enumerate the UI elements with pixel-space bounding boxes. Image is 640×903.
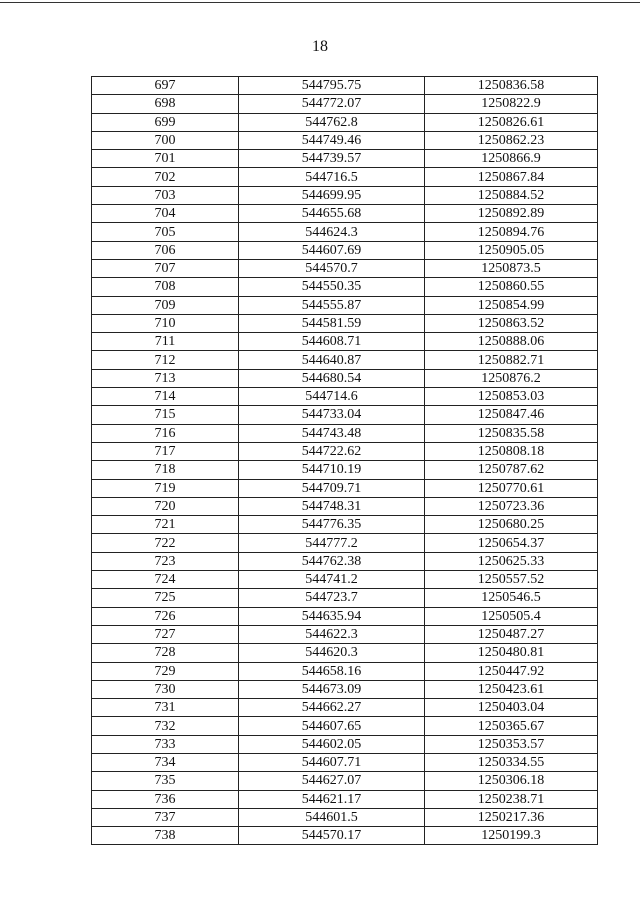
table-row [92, 424, 598, 442]
point-number-cell: 719 [92, 479, 239, 497]
x-coordinate-cell: 544658.16 [239, 662, 425, 680]
point-number-cell: 728 [92, 644, 239, 662]
y-coordinate-cell: 1250867.84 [425, 168, 598, 186]
x-coordinate-cell: 544640.87 [239, 351, 425, 369]
y-coordinate-cell: 1250822.9 [425, 95, 598, 113]
table-row [92, 442, 598, 460]
table-row [92, 351, 598, 369]
table-row [92, 552, 598, 570]
point-number-cell: 716 [92, 424, 239, 442]
y-coordinate-cell: 1250882.71 [425, 351, 598, 369]
x-coordinate-cell: 544550.35 [239, 278, 425, 296]
table-row [92, 205, 598, 223]
x-coordinate-cell: 544622.3 [239, 625, 425, 643]
y-coordinate-cell: 1250894.76 [425, 223, 598, 241]
x-coordinate-cell: 544714.6 [239, 388, 425, 406]
table-row [92, 131, 598, 149]
point-number-cell: 723 [92, 552, 239, 570]
point-number-cell: 724 [92, 571, 239, 589]
point-number-cell: 713 [92, 369, 239, 387]
table-row [92, 497, 598, 515]
table-row [92, 314, 598, 332]
x-coordinate-cell: 544749.46 [239, 131, 425, 149]
x-coordinate-cell: 544748.31 [239, 497, 425, 515]
x-coordinate-cell: 544655.68 [239, 205, 425, 223]
x-coordinate-cell: 544607.71 [239, 753, 425, 771]
table-row [92, 717, 598, 735]
x-coordinate-cell: 544710.19 [239, 461, 425, 479]
point-number-cell: 698 [92, 95, 239, 113]
point-number-cell: 712 [92, 351, 239, 369]
point-number-cell: 725 [92, 589, 239, 607]
point-number-cell: 706 [92, 241, 239, 259]
y-coordinate-cell: 1250423.61 [425, 680, 598, 698]
table-row [92, 607, 598, 625]
point-number-cell: 736 [92, 790, 239, 808]
point-number-cell: 702 [92, 168, 239, 186]
y-coordinate-cell: 1250447.92 [425, 662, 598, 680]
table-row [92, 223, 598, 241]
y-coordinate-cell: 1250905.05 [425, 241, 598, 259]
point-number-cell: 727 [92, 625, 239, 643]
y-coordinate-cell: 1250826.61 [425, 113, 598, 131]
x-coordinate-cell: 544607.69 [239, 241, 425, 259]
point-number-cell: 720 [92, 497, 239, 515]
point-number-cell: 737 [92, 808, 239, 826]
x-coordinate-cell: 544722.62 [239, 442, 425, 460]
coordinates-table-body [92, 77, 598, 845]
point-number-cell: 700 [92, 131, 239, 149]
y-coordinate-cell: 1250217.36 [425, 808, 598, 826]
y-coordinate-cell: 1250854.99 [425, 296, 598, 314]
x-coordinate-cell: 544581.59 [239, 314, 425, 332]
point-number-cell: 707 [92, 259, 239, 277]
point-number-cell: 729 [92, 662, 239, 680]
page-top-rule [0, 2, 640, 3]
table-row [92, 516, 598, 534]
y-coordinate-cell: 1250863.52 [425, 314, 598, 332]
x-coordinate-cell: 544621.17 [239, 790, 425, 808]
y-coordinate-cell: 1250853.03 [425, 388, 598, 406]
table-row [92, 461, 598, 479]
y-coordinate-cell: 1250723.36 [425, 497, 598, 515]
y-coordinate-cell: 1250770.61 [425, 479, 598, 497]
point-number-cell: 731 [92, 699, 239, 717]
y-coordinate-cell: 1250238.71 [425, 790, 598, 808]
x-coordinate-cell: 544680.54 [239, 369, 425, 387]
point-number-cell: 732 [92, 717, 239, 735]
y-coordinate-cell: 1250876.2 [425, 369, 598, 387]
point-number-cell: 703 [92, 186, 239, 204]
y-coordinate-cell: 1250836.58 [425, 77, 598, 95]
x-coordinate-cell: 544662.27 [239, 699, 425, 717]
page-number: 18 [312, 38, 328, 55]
coordinates-table [91, 76, 598, 845]
table-row [92, 369, 598, 387]
y-coordinate-cell: 1250403.04 [425, 699, 598, 717]
x-coordinate-cell: 544608.71 [239, 333, 425, 351]
table-row [92, 753, 598, 771]
table-row [92, 296, 598, 314]
table-row [92, 589, 598, 607]
x-coordinate-cell: 544762.8 [239, 113, 425, 131]
point-number-cell: 733 [92, 735, 239, 753]
x-coordinate-cell: 544673.09 [239, 680, 425, 698]
x-coordinate-cell: 544741.2 [239, 571, 425, 589]
x-coordinate-cell: 544772.07 [239, 95, 425, 113]
point-number-cell: 699 [92, 113, 239, 131]
table-row [92, 388, 598, 406]
table-row [92, 571, 598, 589]
table-row [92, 662, 598, 680]
point-number-cell: 704 [92, 205, 239, 223]
y-coordinate-cell: 1250866.9 [425, 150, 598, 168]
x-coordinate-cell: 544795.75 [239, 77, 425, 95]
y-coordinate-cell: 1250892.89 [425, 205, 598, 223]
x-coordinate-cell: 544570.17 [239, 827, 425, 845]
table-row [92, 808, 598, 826]
point-number-cell: 735 [92, 772, 239, 790]
x-coordinate-cell: 544602.05 [239, 735, 425, 753]
point-number-cell: 726 [92, 607, 239, 625]
y-coordinate-cell: 1250888.06 [425, 333, 598, 351]
y-coordinate-cell: 1250334.55 [425, 753, 598, 771]
x-coordinate-cell: 544627.07 [239, 772, 425, 790]
table-row [92, 168, 598, 186]
y-coordinate-cell: 1250199.3 [425, 827, 598, 845]
x-coordinate-cell: 544777.2 [239, 534, 425, 552]
x-coordinate-cell: 544570.7 [239, 259, 425, 277]
y-coordinate-cell: 1250546.5 [425, 589, 598, 607]
x-coordinate-cell: 544733.04 [239, 406, 425, 424]
x-coordinate-cell: 544601.5 [239, 808, 425, 826]
x-coordinate-cell: 544607.65 [239, 717, 425, 735]
x-coordinate-cell: 544624.3 [239, 223, 425, 241]
table-row [92, 534, 598, 552]
x-coordinate-cell: 544723.7 [239, 589, 425, 607]
x-coordinate-cell: 544716.5 [239, 168, 425, 186]
x-coordinate-cell: 544762.38 [239, 552, 425, 570]
point-number-cell: 721 [92, 516, 239, 534]
y-coordinate-cell: 1250873.5 [425, 259, 598, 277]
x-coordinate-cell: 544555.87 [239, 296, 425, 314]
table-row [92, 333, 598, 351]
point-number-cell: 711 [92, 333, 239, 351]
y-coordinate-cell: 1250862.23 [425, 131, 598, 149]
table-row [92, 77, 598, 95]
table-row [92, 150, 598, 168]
table-row [92, 644, 598, 662]
table-row [92, 479, 598, 497]
table-row [92, 625, 598, 643]
y-coordinate-cell: 1250505.4 [425, 607, 598, 625]
point-number-cell: 722 [92, 534, 239, 552]
table-row [92, 278, 598, 296]
table-row [92, 735, 598, 753]
table-row [92, 241, 598, 259]
point-number-cell: 715 [92, 406, 239, 424]
table-row [92, 95, 598, 113]
table-row [92, 406, 598, 424]
x-coordinate-cell: 544739.57 [239, 150, 425, 168]
point-number-cell: 709 [92, 296, 239, 314]
y-coordinate-cell: 1250557.52 [425, 571, 598, 589]
table-row [92, 680, 598, 698]
y-coordinate-cell: 1250654.37 [425, 534, 598, 552]
y-coordinate-cell: 1250860.55 [425, 278, 598, 296]
table-row [92, 772, 598, 790]
point-number-cell: 708 [92, 278, 239, 296]
table-row [92, 790, 598, 808]
table-row [92, 186, 598, 204]
x-coordinate-cell: 544635.94 [239, 607, 425, 625]
y-coordinate-cell: 1250808.18 [425, 442, 598, 460]
x-coordinate-cell: 544743.48 [239, 424, 425, 442]
point-number-cell: 705 [92, 223, 239, 241]
y-coordinate-cell: 1250487.27 [425, 625, 598, 643]
y-coordinate-cell: 1250787.62 [425, 461, 598, 479]
y-coordinate-cell: 1250884.52 [425, 186, 598, 204]
y-coordinate-cell: 1250365.67 [425, 717, 598, 735]
x-coordinate-cell: 544776.35 [239, 516, 425, 534]
point-number-cell: 734 [92, 753, 239, 771]
x-coordinate-cell: 544620.3 [239, 644, 425, 662]
x-coordinate-cell: 544709.71 [239, 479, 425, 497]
table-row [92, 113, 598, 131]
y-coordinate-cell: 1250480.81 [425, 644, 598, 662]
point-number-cell: 697 [92, 77, 239, 95]
point-number-cell: 714 [92, 388, 239, 406]
point-number-cell: 730 [92, 680, 239, 698]
y-coordinate-cell: 1250847.46 [425, 406, 598, 424]
table-row [92, 699, 598, 717]
point-number-cell: 717 [92, 442, 239, 460]
table-row [92, 259, 598, 277]
point-number-cell: 710 [92, 314, 239, 332]
y-coordinate-cell: 1250306.18 [425, 772, 598, 790]
point-number-cell: 738 [92, 827, 239, 845]
x-coordinate-cell: 544699.95 [239, 186, 425, 204]
y-coordinate-cell: 1250680.25 [425, 516, 598, 534]
point-number-cell: 701 [92, 150, 239, 168]
y-coordinate-cell: 1250835.58 [425, 424, 598, 442]
table-row [92, 827, 598, 845]
point-number-cell: 718 [92, 461, 239, 479]
y-coordinate-cell: 1250353.57 [425, 735, 598, 753]
y-coordinate-cell: 1250625.33 [425, 552, 598, 570]
